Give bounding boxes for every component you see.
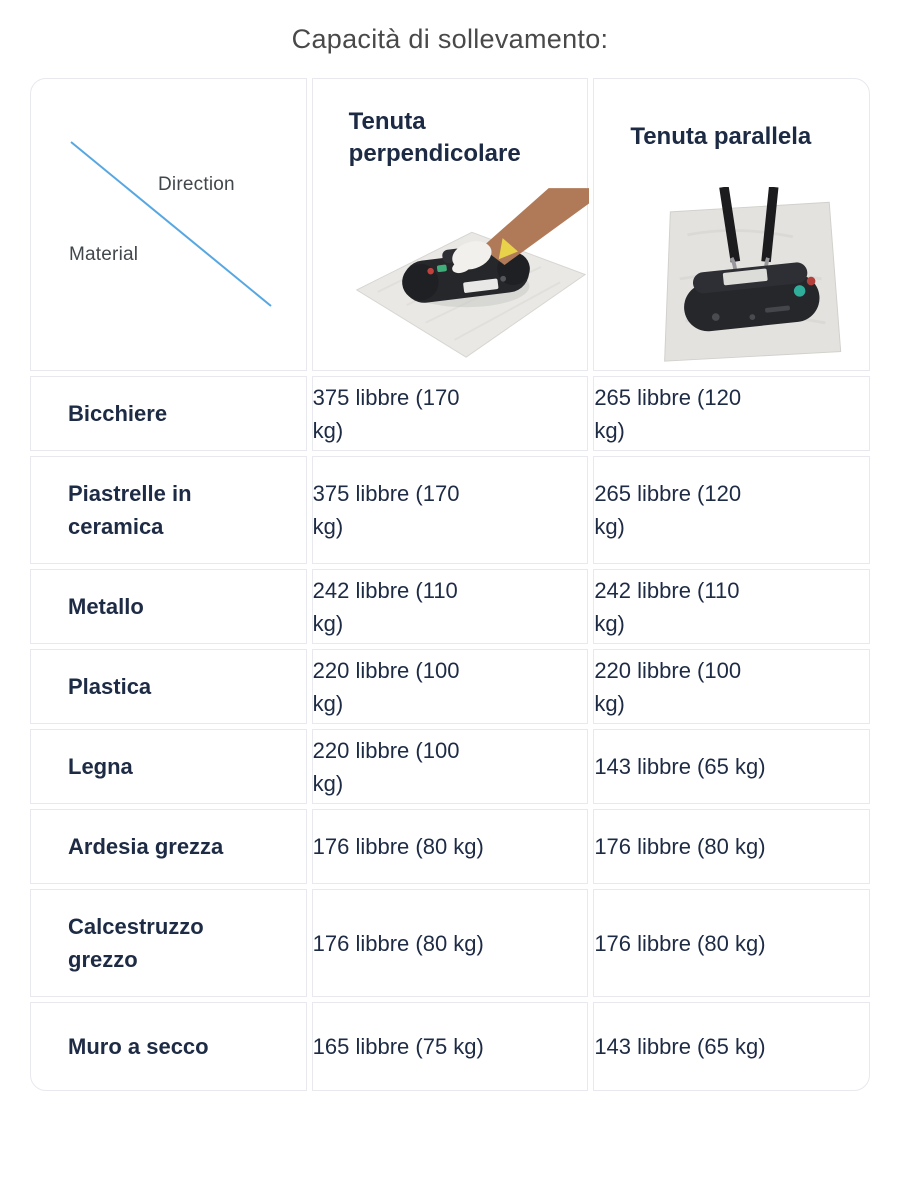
capacity-value: 176 libbre (80 kg) <box>594 834 766 859</box>
perpendicular-hold-image <box>349 188 588 369</box>
table-row <box>30 729 870 804</box>
table-row <box>30 376 870 451</box>
perpendicular-capacity-cell <box>312 809 589 884</box>
material-label: Legna <box>68 754 133 779</box>
table-row <box>30 456 870 564</box>
material-label: Bicchiere <box>68 401 168 426</box>
material-label: Metallo <box>68 594 144 619</box>
material-cell <box>30 729 307 804</box>
material-cell <box>30 569 307 644</box>
table-row <box>30 649 870 724</box>
capacity-value: 375 libbre (170 kg) <box>312 481 460 539</box>
parallel-capacity-cell <box>593 729 870 804</box>
corner-direction-label: Direction <box>158 174 235 195</box>
capacity-value: 143 libbre (65 kg) <box>594 1034 766 1059</box>
parallel-capacity-cell <box>593 889 870 997</box>
capacity-value: 375 libbre (170 kg) <box>312 384 460 443</box>
table-row <box>30 569 870 644</box>
table-row <box>30 809 870 884</box>
header-row <box>30 78 870 371</box>
material-label: Calcestruzzo grezzo <box>68 914 204 972</box>
parallel-capacity-cell <box>593 1002 870 1091</box>
perpendicular-capacity-cell <box>312 729 589 804</box>
column-header-perpendicular <box>312 78 589 371</box>
parallel-capacity-cell <box>593 809 870 884</box>
parallel-capacity-cell <box>593 376 870 451</box>
capacity-value: 176 libbre (80 kg) <box>312 834 484 859</box>
perpendicular-capacity-cell <box>312 456 589 564</box>
perpendicular-capacity-cell <box>312 376 589 451</box>
capacity-value: 143 libbre (65 kg) <box>594 754 766 779</box>
column-header-parallel <box>593 78 870 371</box>
material-label: Muro a secco <box>68 1034 209 1059</box>
parallel-header-label: Tenuta parallela <box>630 123 812 150</box>
table-row <box>30 889 870 997</box>
material-cell <box>30 456 307 564</box>
perpendicular-header-label: Tenuta perpendicolare <box>348 108 521 167</box>
material-cell <box>30 649 307 724</box>
capacity-value: 265 libbre (120 kg) <box>594 481 742 539</box>
page-title: Capacità di sollevamento: <box>291 24 609 54</box>
material-label: Ardesia grezza <box>68 834 224 859</box>
material-cell <box>30 809 307 884</box>
diagonal-divider-line <box>31 79 308 367</box>
capacity-value: 265 libbre (120 kg) <box>594 384 742 443</box>
capacity-value: 220 libbre (100 kg) <box>312 657 460 716</box>
material-cell <box>30 1002 307 1091</box>
perpendicular-capacity-cell <box>312 569 589 644</box>
capacity-table-body <box>30 376 870 1091</box>
perpendicular-capacity-cell <box>312 889 589 997</box>
capacity-table <box>25 73 875 1096</box>
material-cell <box>30 889 307 997</box>
parallel-hold-image <box>630 187 869 370</box>
material-label: Plastica <box>68 674 152 699</box>
capacity-value: 220 libbre (100 kg) <box>594 657 742 716</box>
material-label: Piastrelle in ceramica <box>68 481 192 539</box>
table-row <box>30 1002 870 1091</box>
capacity-value: 176 libbre (80 kg) <box>312 930 484 956</box>
parallel-capacity-cell <box>593 569 870 644</box>
corner-material-label: Material <box>69 244 139 265</box>
capacity-value: 176 libbre (80 kg) <box>594 930 766 956</box>
capacity-value: 165 libbre (75 kg) <box>312 1034 484 1059</box>
capacity-value: 220 libbre (100 kg) <box>312 737 460 796</box>
parallel-capacity-cell <box>593 649 870 724</box>
material-cell <box>30 376 307 451</box>
parallel-capacity-cell <box>593 456 870 564</box>
capacity-value: 242 libbre (110 kg) <box>312 577 458 636</box>
perpendicular-capacity-cell <box>312 649 589 724</box>
capacity-value: 242 libbre (110 kg) <box>594 577 740 636</box>
corner-direction-material-cell <box>30 78 307 371</box>
perpendicular-capacity-cell <box>312 1002 589 1091</box>
